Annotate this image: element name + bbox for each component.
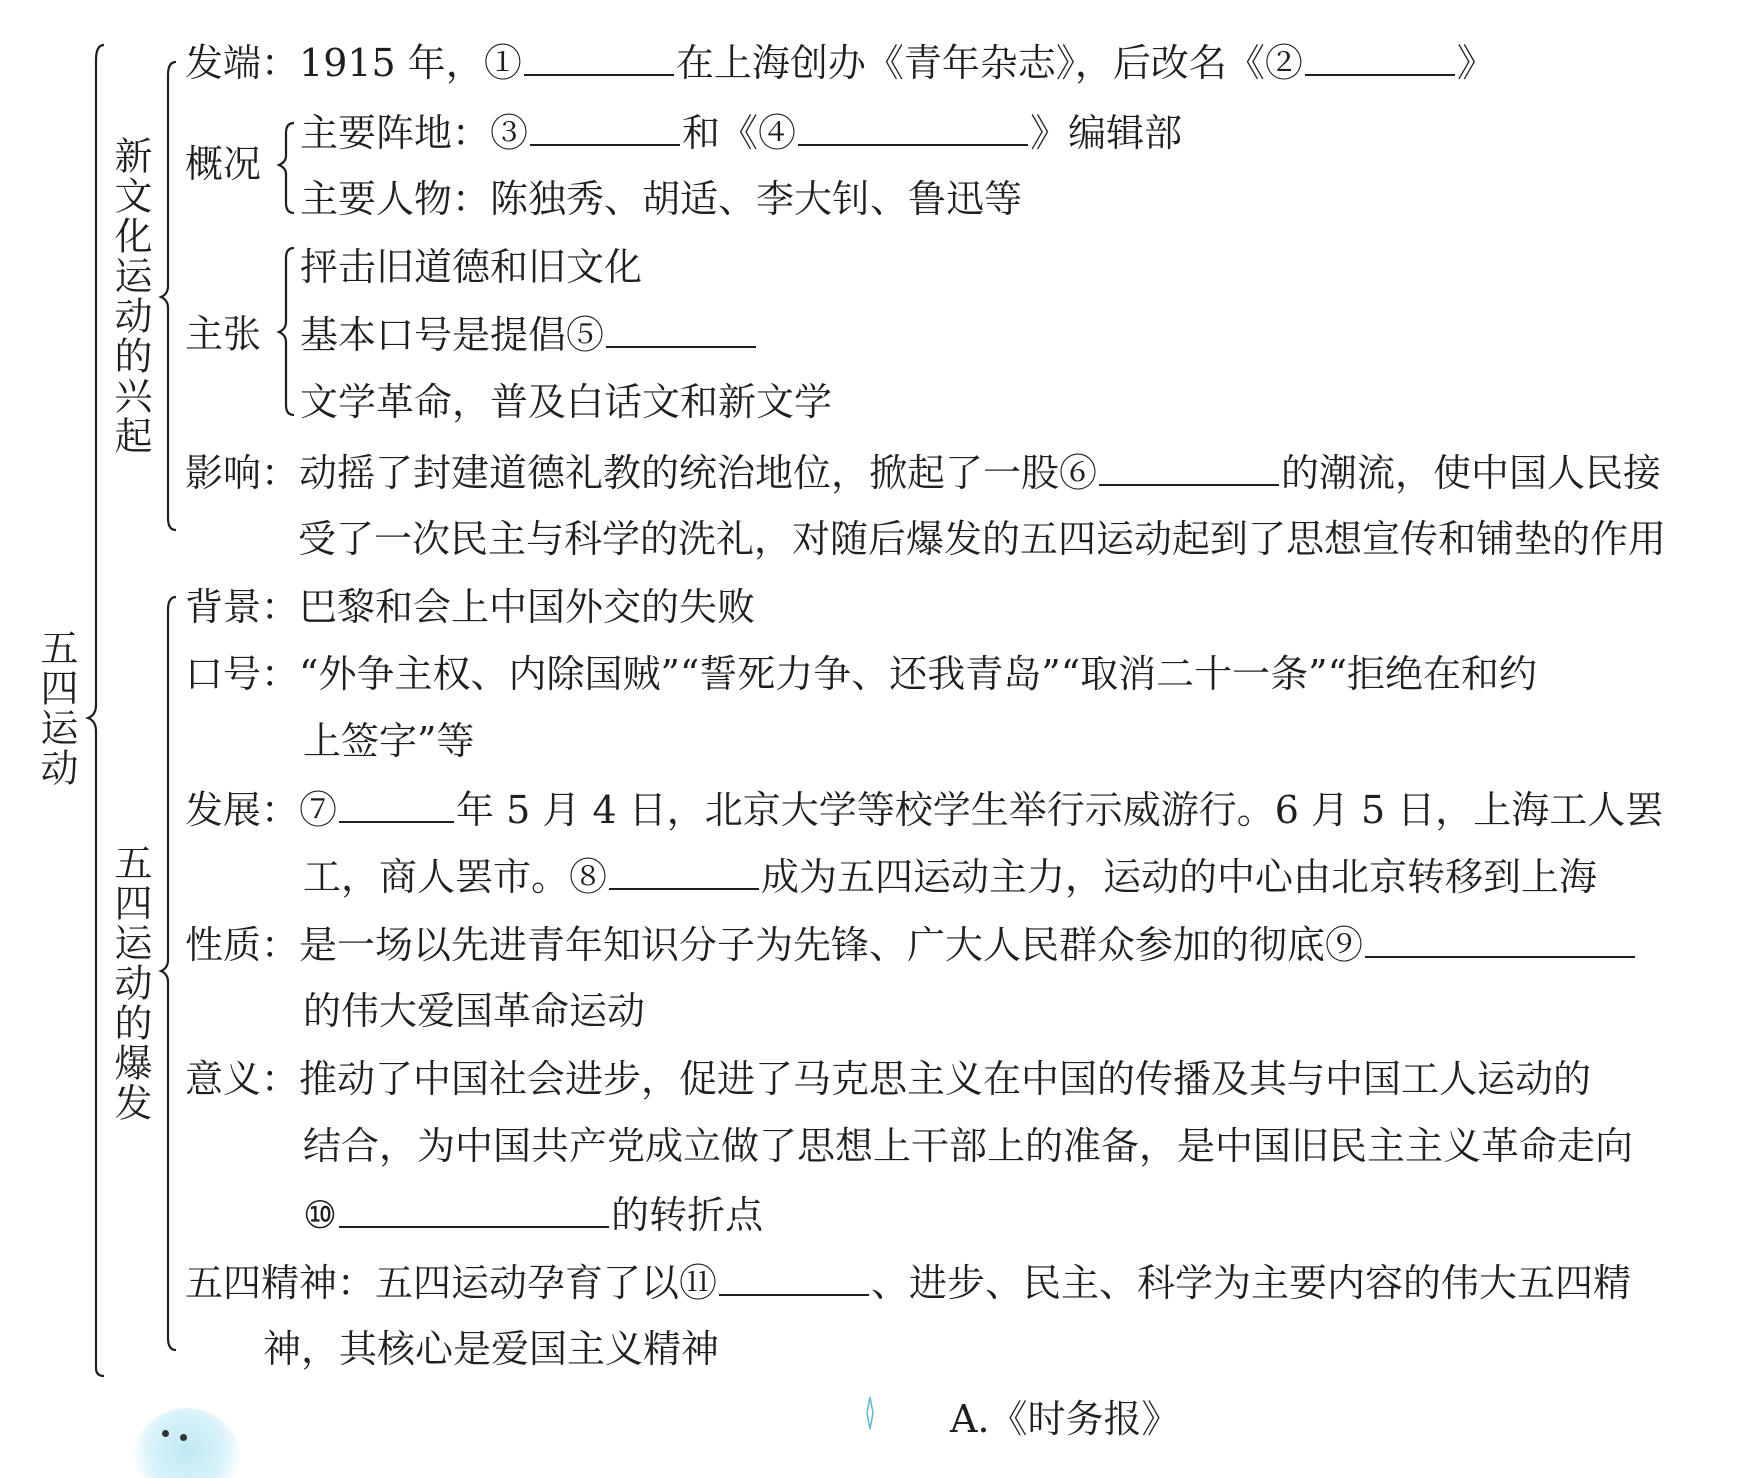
- answer-blank[interactable]: [339, 1190, 609, 1228]
- nature-label: 性质：: [185, 923, 300, 967]
- development-label: 发展：: [185, 788, 300, 832]
- nature-line-2: 的伟大爱国革命运动: [303, 989, 646, 1033]
- sparkle-icon: [860, 1395, 880, 1445]
- claim-item-3: 文学革命，普及白话文和新文学: [300, 380, 833, 424]
- origin-line: 发端：1915 年，① 在上海创办《青年杂志》，后改名《② 》: [185, 38, 1495, 87]
- base-line: 主要阵地：③ 和《④ 》编辑部: [300, 108, 1182, 157]
- base-label: 主要阵地：: [300, 111, 491, 155]
- slogan-line-1: 口号：“外争主权、内除国贼”“誓死力争、还我青岛”“取消二十一条”“拒绝在和约: [185, 652, 1538, 696]
- spirit-line-1: 五四精神：五四运动孕育了以⑪ 、进步、民主、科学为主要内容的伟大五四精: [185, 1258, 1631, 1307]
- answer-blank[interactable]: [1305, 38, 1455, 76]
- significance-line-1: 意义：推动了中国社会进步，促进了马克思主义在中国的传播及其与中国工人运动的: [185, 1057, 1592, 1101]
- significance-line-2: 结合，为中国共产党成立做了思想上干部上的准备，是中国旧民主主义革命走向: [303, 1124, 1634, 1168]
- outer-title: 五四运动: [34, 628, 78, 788]
- answer-blank[interactable]: [606, 310, 756, 348]
- spirit-label: 五四精神：: [185, 1261, 376, 1305]
- blank-number: ⑥: [1059, 451, 1098, 495]
- claim-item-1: 抨击旧道德和旧文化: [300, 245, 643, 289]
- outer-brace: [88, 45, 104, 1376]
- blank-number: ②: [1264, 41, 1303, 85]
- blank-number: ④: [758, 111, 797, 155]
- claim-item-2: 基本口号是提倡⑤: [300, 310, 758, 359]
- development-line-1: 发展：⑦ 年 5 月 4 日，北京大学等校学生举行示威游行。6 月 5 日，上海工人罢: [185, 785, 1663, 834]
- influence-label: 影响：: [185, 451, 300, 495]
- mascot-eye: [162, 1430, 169, 1437]
- background-line: 背景：巴黎和会上中国外交的失败: [185, 585, 756, 629]
- nature-line-1: 性质：是一场以先进青年知识分子为先锋、广大人民群众参加的彻底⑨: [185, 920, 1637, 969]
- section1-title: 新文化运动的兴起: [108, 136, 152, 456]
- blank-number: ①: [483, 41, 522, 85]
- development-line-2: 工，商人罢市。⑧ 成为五四运动主力，运动的中心由北京转移到上海: [303, 852, 1597, 901]
- section2-title: 五四运动的爆发: [108, 843, 152, 1123]
- blank-number: ⑧: [569, 855, 608, 899]
- answer-blank[interactable]: [339, 785, 454, 823]
- blank-number: ⑪: [679, 1261, 718, 1305]
- answer-blank[interactable]: [524, 38, 674, 76]
- answer-blank[interactable]: [798, 108, 1028, 146]
- answer-blank[interactable]: [530, 108, 680, 146]
- slogan-line-2: 上签字”等: [303, 719, 475, 763]
- section1-brace: [161, 62, 176, 530]
- blank-number: ⑨: [1325, 923, 1364, 967]
- claim-label: 主张: [185, 312, 262, 356]
- answer-blank[interactable]: [1365, 920, 1635, 958]
- answer-blank[interactable]: [609, 852, 759, 890]
- influence-line-2: 受了一次民主与科学的洗礼，对随后爆发的五四运动起到了思想宣传和铺垫的作用: [298, 517, 1667, 561]
- influence-line-1: 影响：动摇了封建道德礼教的统治地位，掀起了一股⑥ 的潮流，使中国人民接: [185, 448, 1661, 497]
- significance-line-3: ⑩ 的转折点: [303, 1190, 763, 1239]
- blank-number: ⑤: [566, 313, 605, 357]
- blank-number: ③: [490, 111, 529, 155]
- option-a[interactable]: A.《时务报》: [950, 1397, 1180, 1441]
- blank-number: ⑩: [303, 1193, 338, 1237]
- people-line: 主要人物：陈独秀、胡适、李大钊、鲁迅等: [300, 177, 1023, 221]
- origin-label: 发端：: [185, 41, 300, 85]
- answer-blank[interactable]: [719, 1258, 869, 1296]
- claim-brace: [279, 248, 294, 415]
- significance-label: 意义：: [185, 1057, 300, 1101]
- section2-brace: [161, 597, 176, 1350]
- overview-brace: [279, 123, 294, 213]
- background-label: 背景：: [185, 585, 300, 629]
- blank-number: ⑦: [299, 788, 338, 832]
- spirit-line-2: 神，其核心是爱国主义精神: [263, 1327, 720, 1371]
- mascot-eye: [180, 1434, 187, 1441]
- slogan-label: 口号：: [185, 652, 300, 696]
- overview-label: 概况: [185, 142, 262, 186]
- answer-blank[interactable]: [1099, 448, 1279, 486]
